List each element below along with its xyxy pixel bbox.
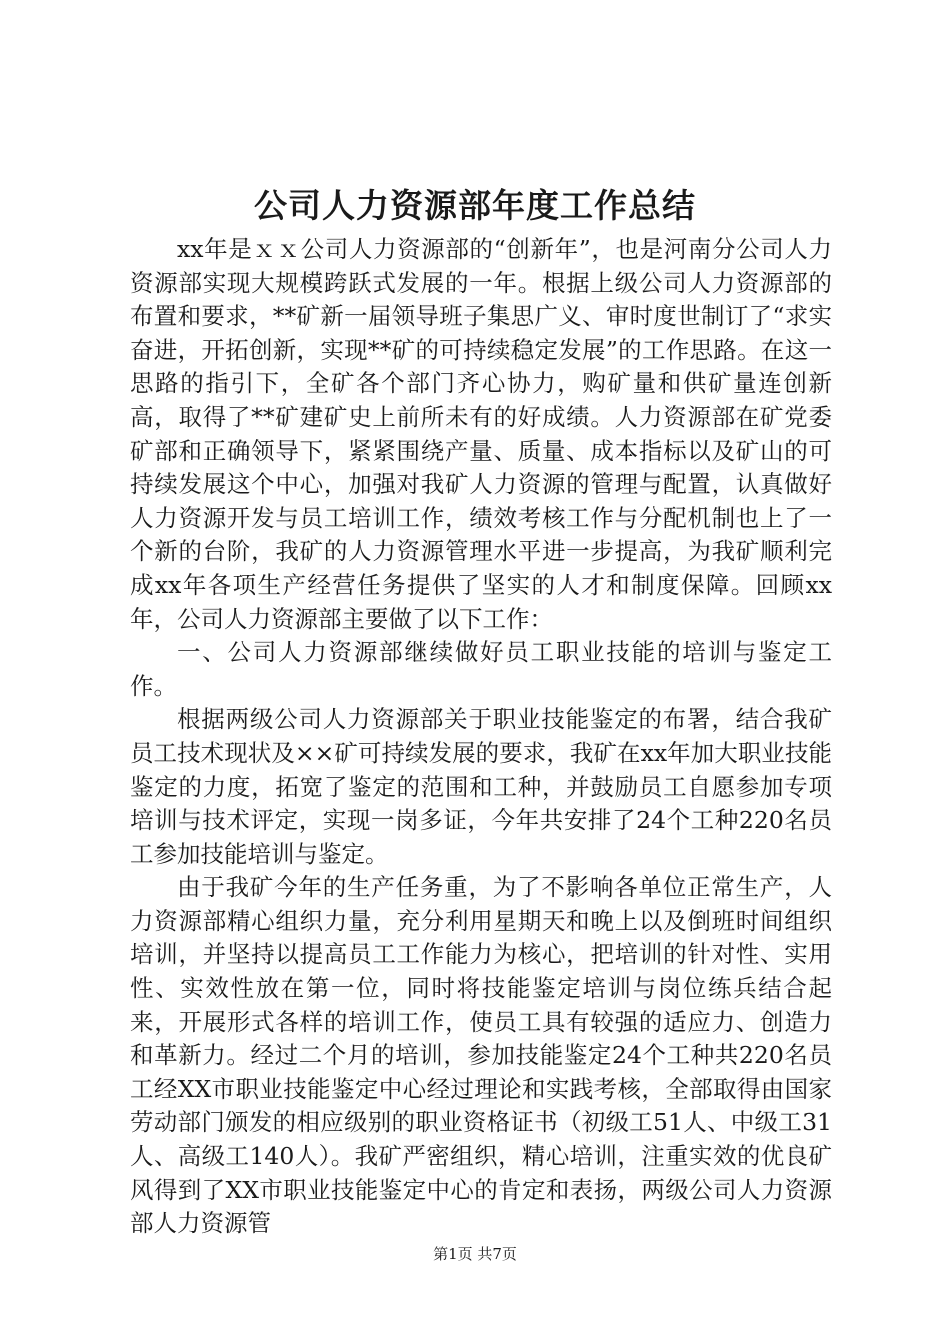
paragraph-training-organization: 由于我矿今年的生产任务重，为了不影响各单位正常生产，人力资源部精心组织力量，充分利用星期天和晚上以及倒班时间组织培训，并坚持以提高员工工作能力为核心，把培训的针对性、实用性、实效性放在第一位，同时将技能鉴定培训与岗位练兵结合起来，开展形式各样的培训工作，使员工具有较强的适应力、创造力和革新力。经过二个月的培训，参加技能鉴定24个工种共220名员工经XX市职业技能鉴定中心经过理论和实践考核，全部取得由国家劳动部门颁发的相应级别的职业资格证书（初级工51人、中级工31人、高级工140人）。我矿严密组织，精心培训，注重实效的优良矿风得到了XX市职业技能鉴定中心的肯定和表扬，两级公司人力资源部人力资源管 <box>130 873 832 1238</box>
document-body <box>130 233 832 1241</box>
page-number-footer: 第1页 共7页 <box>433 1245 517 1263</box>
paragraph-section-heading: 一、公司人力资源部继续做好员工职业技能的培训与鉴定工作。 <box>130 638 832 700</box>
document-title: 公司人力资源部年度工作总结 <box>254 186 696 225</box>
paragraph-intro: xx年是ｘｘ公司人力资源部的“创新年”，也是河南分公司人力资源部实现大规模跨跃式发展的一年。根据上级公司人力资源部的布置和要求，**矿新一届领导班子集思广义、审时度世制订了“求实奋进，开拓创新，实现**矿的可持续稳定发展”的工作思路。在这一思路的指引下，全矿各个部门齐心协力，购矿量和供矿量连创新高，取得了**矿建矿史上前所未有的好成绩。人力资源部在矿党委矿部和正确领导下，紧紧围绕产量、质量、成本指标以及矿山的可持续发展这个中心，加强对我矿人力资源的管理与配置，认真做好人力资源开发与员工培训工作，绩效考核工作与分配机制也上了一个新的台阶，我矿的人力资源管理水平进一步提高，为我矿顺利完成xx年各项生产经营任务提供了坚实的人才和制度保障。回顾xx年，公司人力资源部主要做了以下工作： <box>130 235 832 633</box>
paragraph-skill-appraisal: 根据两级公司人力资源部关于职业技能鉴定的布署，结合我矿员工技术现状及××矿可持续发展的要求，我矿在xx年加大职业技能鉴定的力度，拓宽了鉴定的范围和工种，并鼓励员工自愿参加专项培训与技术评定，实现一岗多证，今年共安排了24个工种220名员工参加技能培训与鉴定。 <box>130 705 832 868</box>
